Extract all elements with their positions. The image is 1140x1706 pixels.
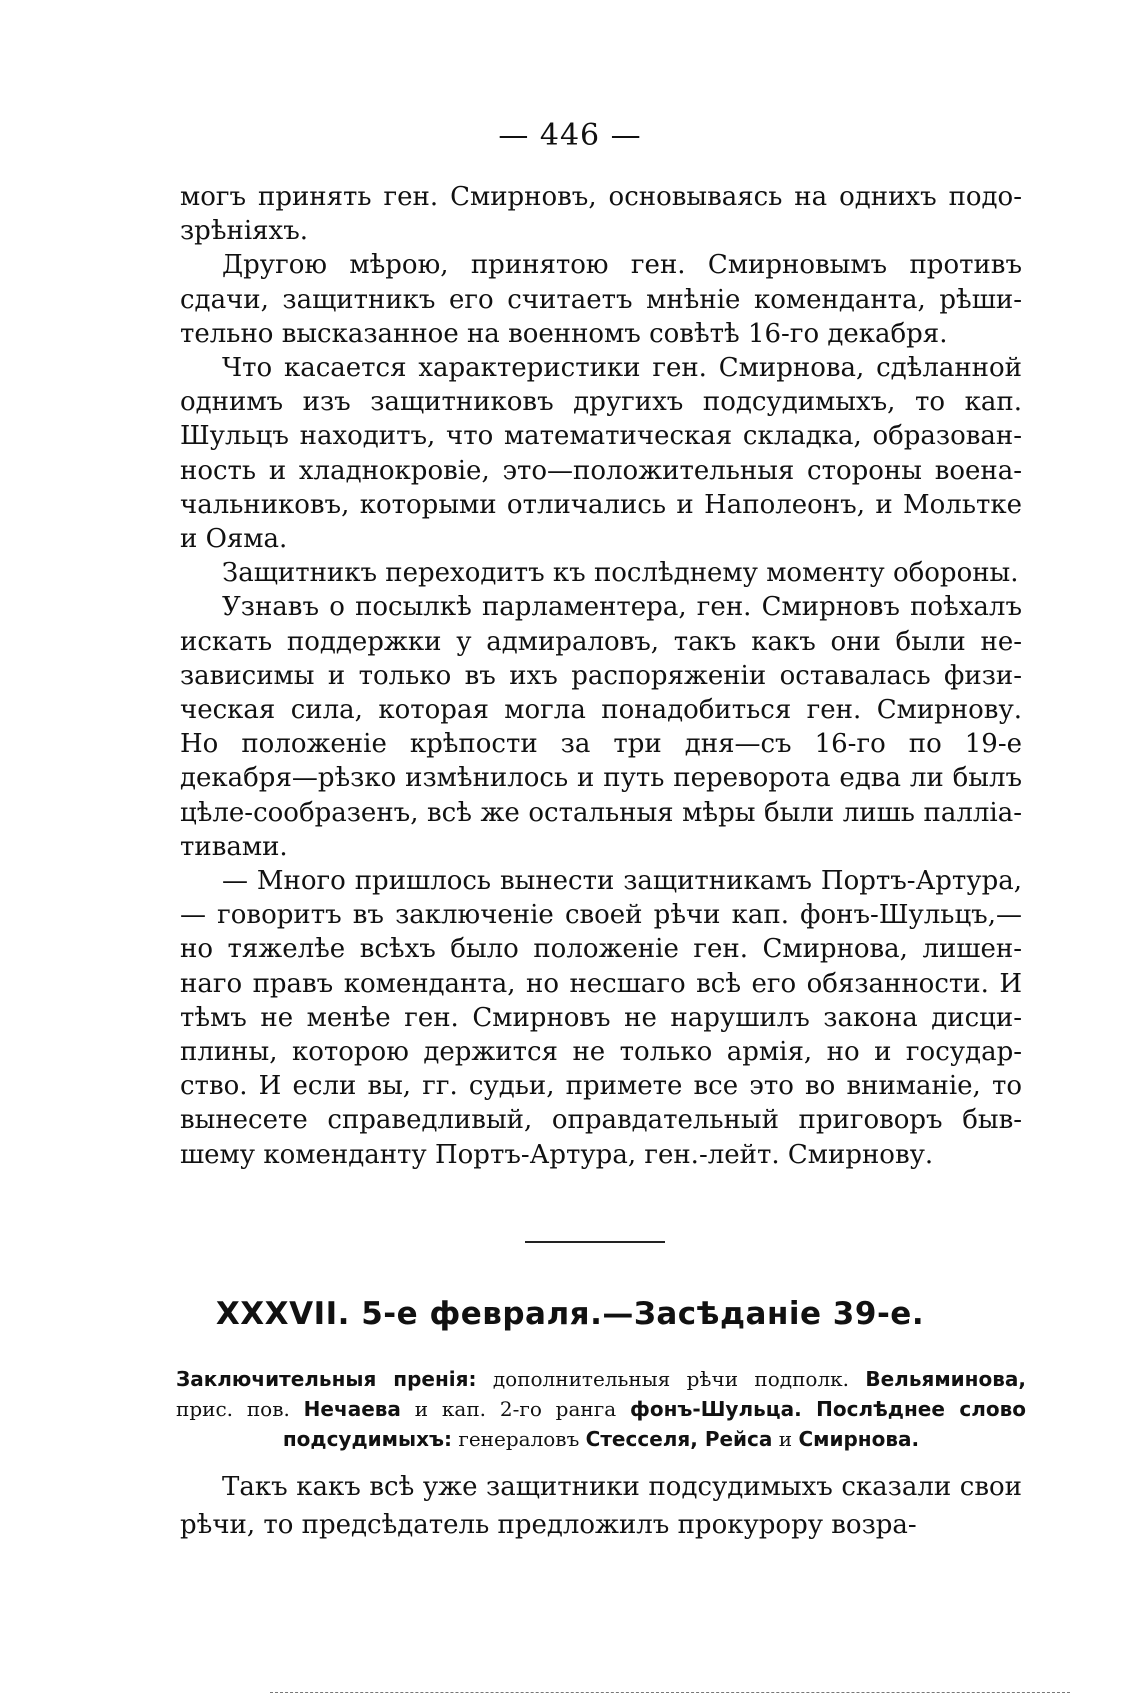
summary-bold: фонъ-Шульца. Послѣднее слово подсудимыхъ:	[282, 1397, 1026, 1451]
closing-text	[180, 1468, 1022, 1544]
summary-text: генераловъ	[452, 1427, 586, 1451]
summary-bold: Вельяминова,	[865, 1367, 1026, 1391]
paragraph: Узнавъ о посылкѣ парламентера, ген. Смирновъ поѣхалъ искать поддержки у адмираловъ, такъ какъ они были не-зависимы и только въ ихъ распоряженіи оставалась физи-ческая сила, которая могла понадобиться ген. Смирнову. Но положеніе крѣпости за три дня—съ 16-го по 19-е декабря—рѣзко измѣнилось и путь переворота едва ли былъ цѣле-сообразенъ, всѣ же остальныя мѣры были лишь палліа-тивами.	[180, 592, 1022, 862]
paragraph: Защитникъ переходитъ къ послѣднему моменту обороны.	[222, 558, 1019, 589]
section-separator	[525, 1241, 665, 1243]
summary-text: дополнительныя рѣчи подполк.	[476, 1367, 866, 1391]
section-title: XXXVII. 5-е февраля.—Засѣданіе 39-е.	[215, 1296, 925, 1332]
paragraph: Другою мѣрою, принятою ген. Смирновымъ противъ сдачи, защитникъ его считаетъ мнѣніе коменданта, рѣши-тельно высказанное на военномъ совѣтѣ 16-го декабря.	[180, 250, 1022, 349]
scan-footer-marks	[270, 1692, 1070, 1695]
summary-text: и кап. 2-го ранга	[400, 1397, 630, 1421]
paragraph: Что касается характеристики ген. Смирнова, сдѣланной однимъ изъ защитниковъ другихъ подсудимыхъ, то кап. Шульцъ находитъ, что математическая складка, образован-ность и хладнокровіе, это—положительныя стороны воена-чальниковъ, которыми отличались и Наполеонъ, и Мольтке и Ояма.	[180, 353, 1022, 555]
main-text	[180, 180, 1022, 1172]
summary-text: прис. пов.	[176, 1397, 304, 1421]
paragraph: Такъ какъ всѣ уже защитники подсудимыхъ сказали свои рѣчи, то предсѣдатель предложилъ прокурору возра-	[180, 1472, 1022, 1540]
summary-bold: Заключительныя пренія:	[176, 1367, 477, 1391]
summary-bold: Смирнова.	[798, 1427, 920, 1451]
section-summary	[176, 1364, 1026, 1454]
summary-text: и	[772, 1427, 799, 1451]
paragraph: — Много пришлось вынести защитникамъ Портъ-Артура,— говоритъ въ заключеніе своей рѣчи кап. фонъ-Шульцъ,— но тяжелѣе всѣхъ было положеніе ген. Смирнова, лишен-наго правъ коменданта, но несшаго всѣ его обязанности. И тѣмъ не менѣе ген. Смирновъ не нарушилъ закона дисци-плины, которою держится не только армія, но и государ-ство. И если вы, гг. судьи, примете все это во вниманіе, то вынесете справедливый, оправдательный приговоръ быв-шему коменданту Портъ-Артура, ген.-лейт. Смирнову.	[180, 866, 1022, 1170]
summary-bold: Нечаева	[303, 1397, 401, 1421]
summary-bold: Стесселя, Рейса	[585, 1427, 773, 1451]
paragraph-continuation: могъ принять ген. Смирновъ, основываясь на однихъ подо-зрѣніяхъ.	[180, 182, 1022, 247]
page-number: — 446 —	[498, 118, 642, 153]
